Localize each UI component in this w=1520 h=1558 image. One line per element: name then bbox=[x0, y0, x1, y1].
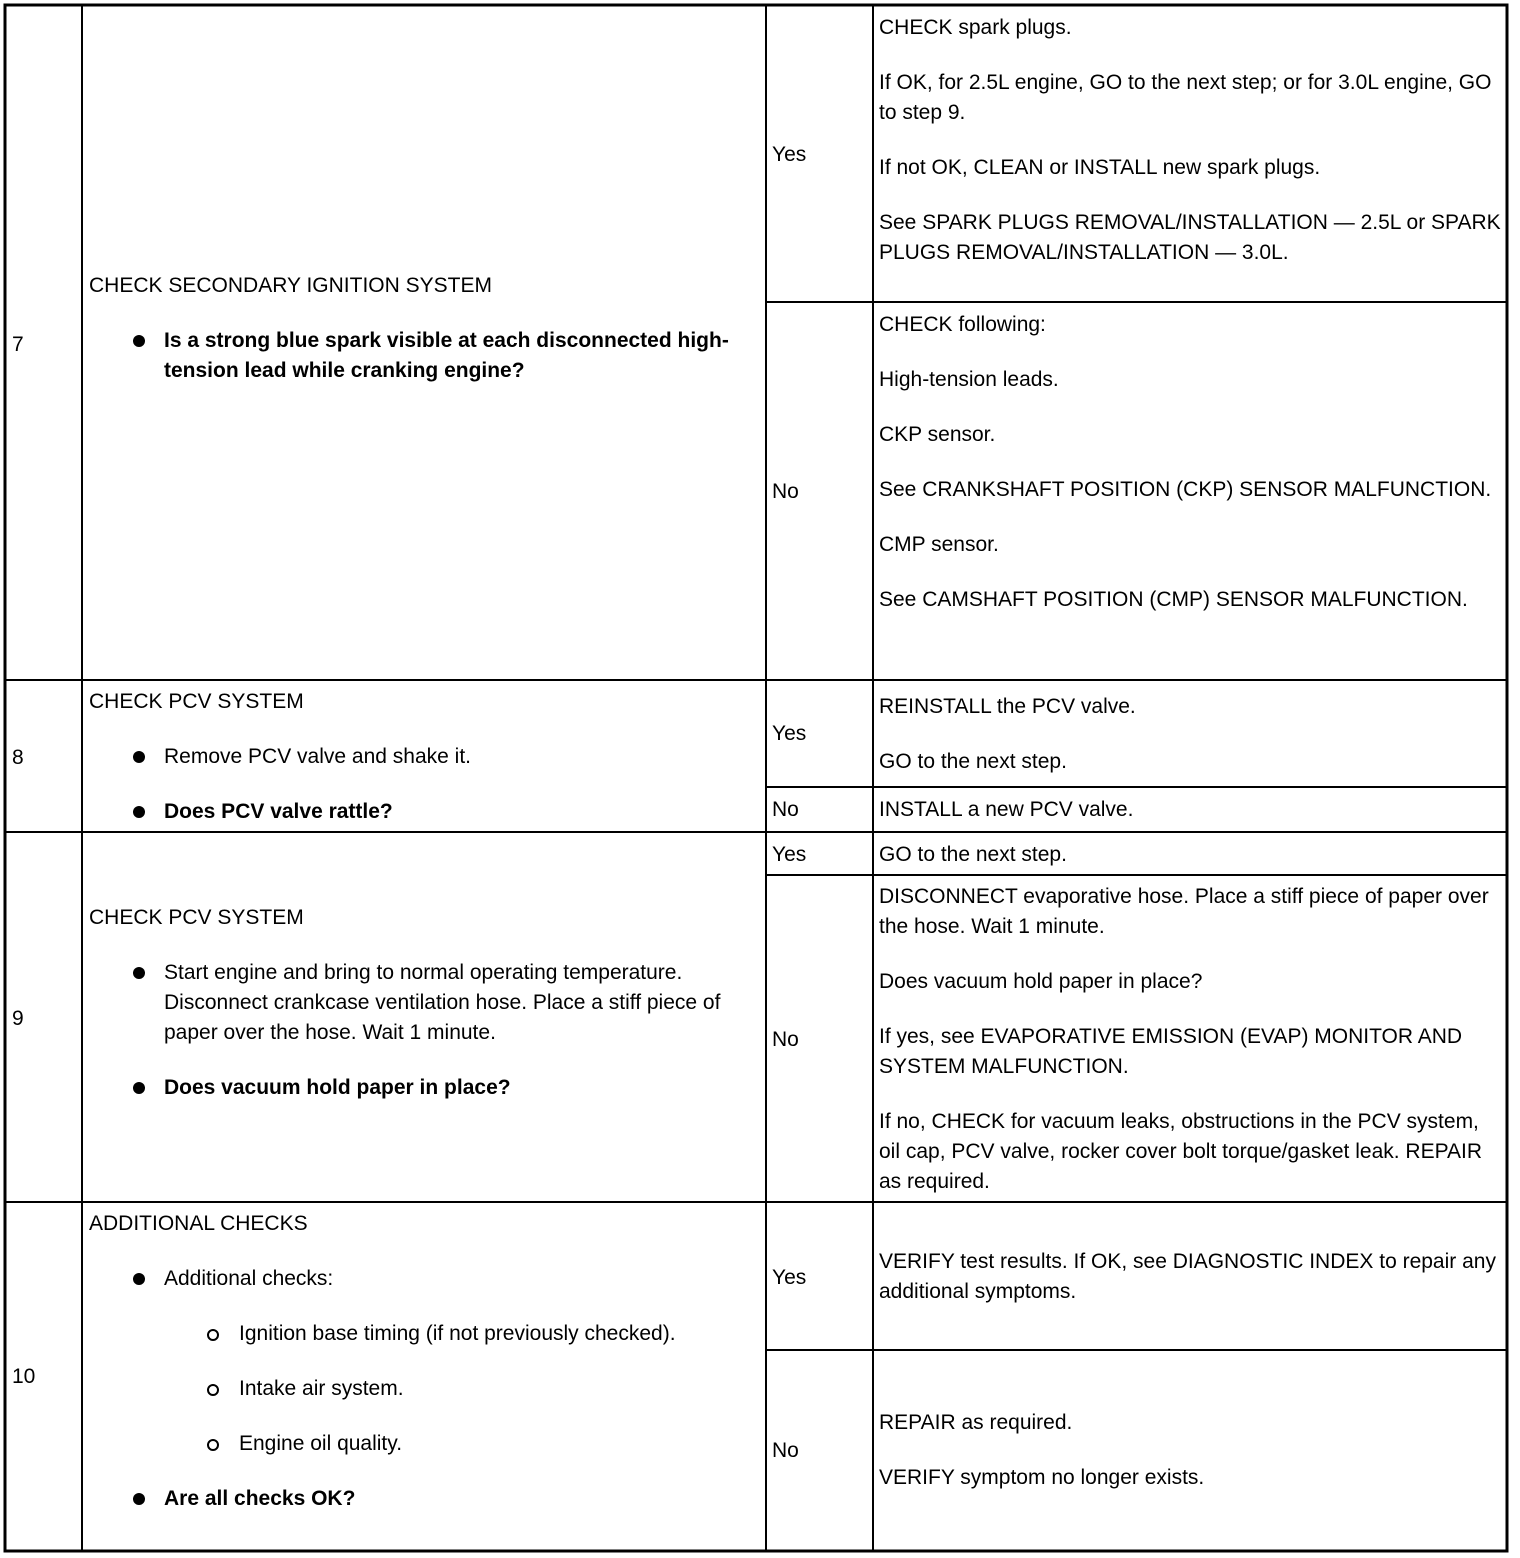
sub-check: Ignition base timing (if not previously checked). bbox=[89, 1319, 709, 1349]
response-yes: VERIFY test results. If OK, see DIAGNOSTIC INDEX to repair any additional symptoms. bbox=[879, 1250, 1496, 1303]
step-number: 8 bbox=[12, 746, 24, 769]
answer-yes: Yes bbox=[772, 1266, 807, 1289]
step-action bbox=[89, 1209, 759, 1514]
answer-no: No bbox=[772, 1439, 799, 1462]
step-question: Does PCV valve rattle? bbox=[89, 797, 759, 827]
answer-no: No bbox=[772, 1028, 799, 1051]
step-title: CHECK PCV SYSTEM bbox=[89, 690, 304, 713]
step-title: CHECK PCV SYSTEM bbox=[89, 906, 304, 929]
answer-no: No bbox=[772, 798, 799, 821]
step-instruction: Start engine and bring to normal operating temperature. Disconnect crankcase ventilation hose. Place a stiff piece of paper over the hose. Wait 1 minute. bbox=[89, 958, 729, 1048]
step-action bbox=[89, 903, 759, 1103]
step-action bbox=[89, 271, 759, 386]
response-no: CHECK following: High-tension leads. CKP sensor. See CRANKSHAFT POSITION (CKP) SENSOR MALFUNCTION. CMP sensor. See CAMSHAFT POSITION (CMP) SENSOR MALFUNCTION. bbox=[879, 313, 1492, 611]
step-action bbox=[89, 687, 759, 827]
step-number: 7 bbox=[12, 333, 24, 356]
response-yes: CHECK spark plugs. If OK, for 2.5L engine, GO to the next step; or for 3.0L engine, GO to step 9. If not OK, CLEAN or INSTALL new spark plugs. See SPARK PLUGS REMOVAL/INSTALLATION — 2.5L or SPARK PLUGS REMOVAL/INSTALLATION — 3.0L. bbox=[879, 16, 1501, 264]
step-question: Is a strong blue spark visible at each disconnected high-tension lead while cranking engine? bbox=[89, 326, 759, 386]
sub-check: Intake air system. bbox=[89, 1374, 709, 1404]
response-no: INSTALL a new PCV valve. bbox=[879, 798, 1134, 821]
answer-no: No bbox=[772, 480, 799, 503]
response-yes: GO to the next step. bbox=[879, 843, 1067, 866]
step-instruction: Remove PCV valve and shake it. bbox=[89, 742, 759, 772]
answer-yes: Yes bbox=[772, 843, 807, 866]
step-title: CHECK SECONDARY IGNITION SYSTEM bbox=[89, 274, 492, 297]
answer-yes: Yes bbox=[772, 722, 807, 745]
step-question: Are all checks OK? bbox=[89, 1484, 709, 1514]
response-yes: REINSTALL the PCV valve. GO to the next step. bbox=[879, 695, 1136, 773]
answer-yes: Yes bbox=[772, 143, 807, 166]
step-question: Does vacuum hold paper in place? bbox=[89, 1073, 729, 1103]
step-number: 9 bbox=[12, 1007, 24, 1030]
step-title: ADDITIONAL CHECKS bbox=[89, 1212, 308, 1235]
response-no: DISCONNECT evaporative hose. Place a stiff piece of paper over the hose. Wait 1 minute. Does vacuum hold paper in place? If yes, see EVAPORATIVE EMISSION (EVAP) MONITOR AND SYSTEM MALFUNCTION. If no, CHECK for vacuum leaks, obstructions in the PCV system, oil cap, PCV valve, rocker cover bolt torque/gasket leak. REPAIR as required. bbox=[879, 885, 1489, 1193]
step-instruction: Additional checks: bbox=[89, 1264, 709, 1294]
step-number: 10 bbox=[12, 1365, 36, 1388]
sub-check: Engine oil quality. bbox=[89, 1429, 709, 1459]
response-no: REPAIR as required. VERIFY symptom no longer exists. bbox=[879, 1411, 1205, 1489]
